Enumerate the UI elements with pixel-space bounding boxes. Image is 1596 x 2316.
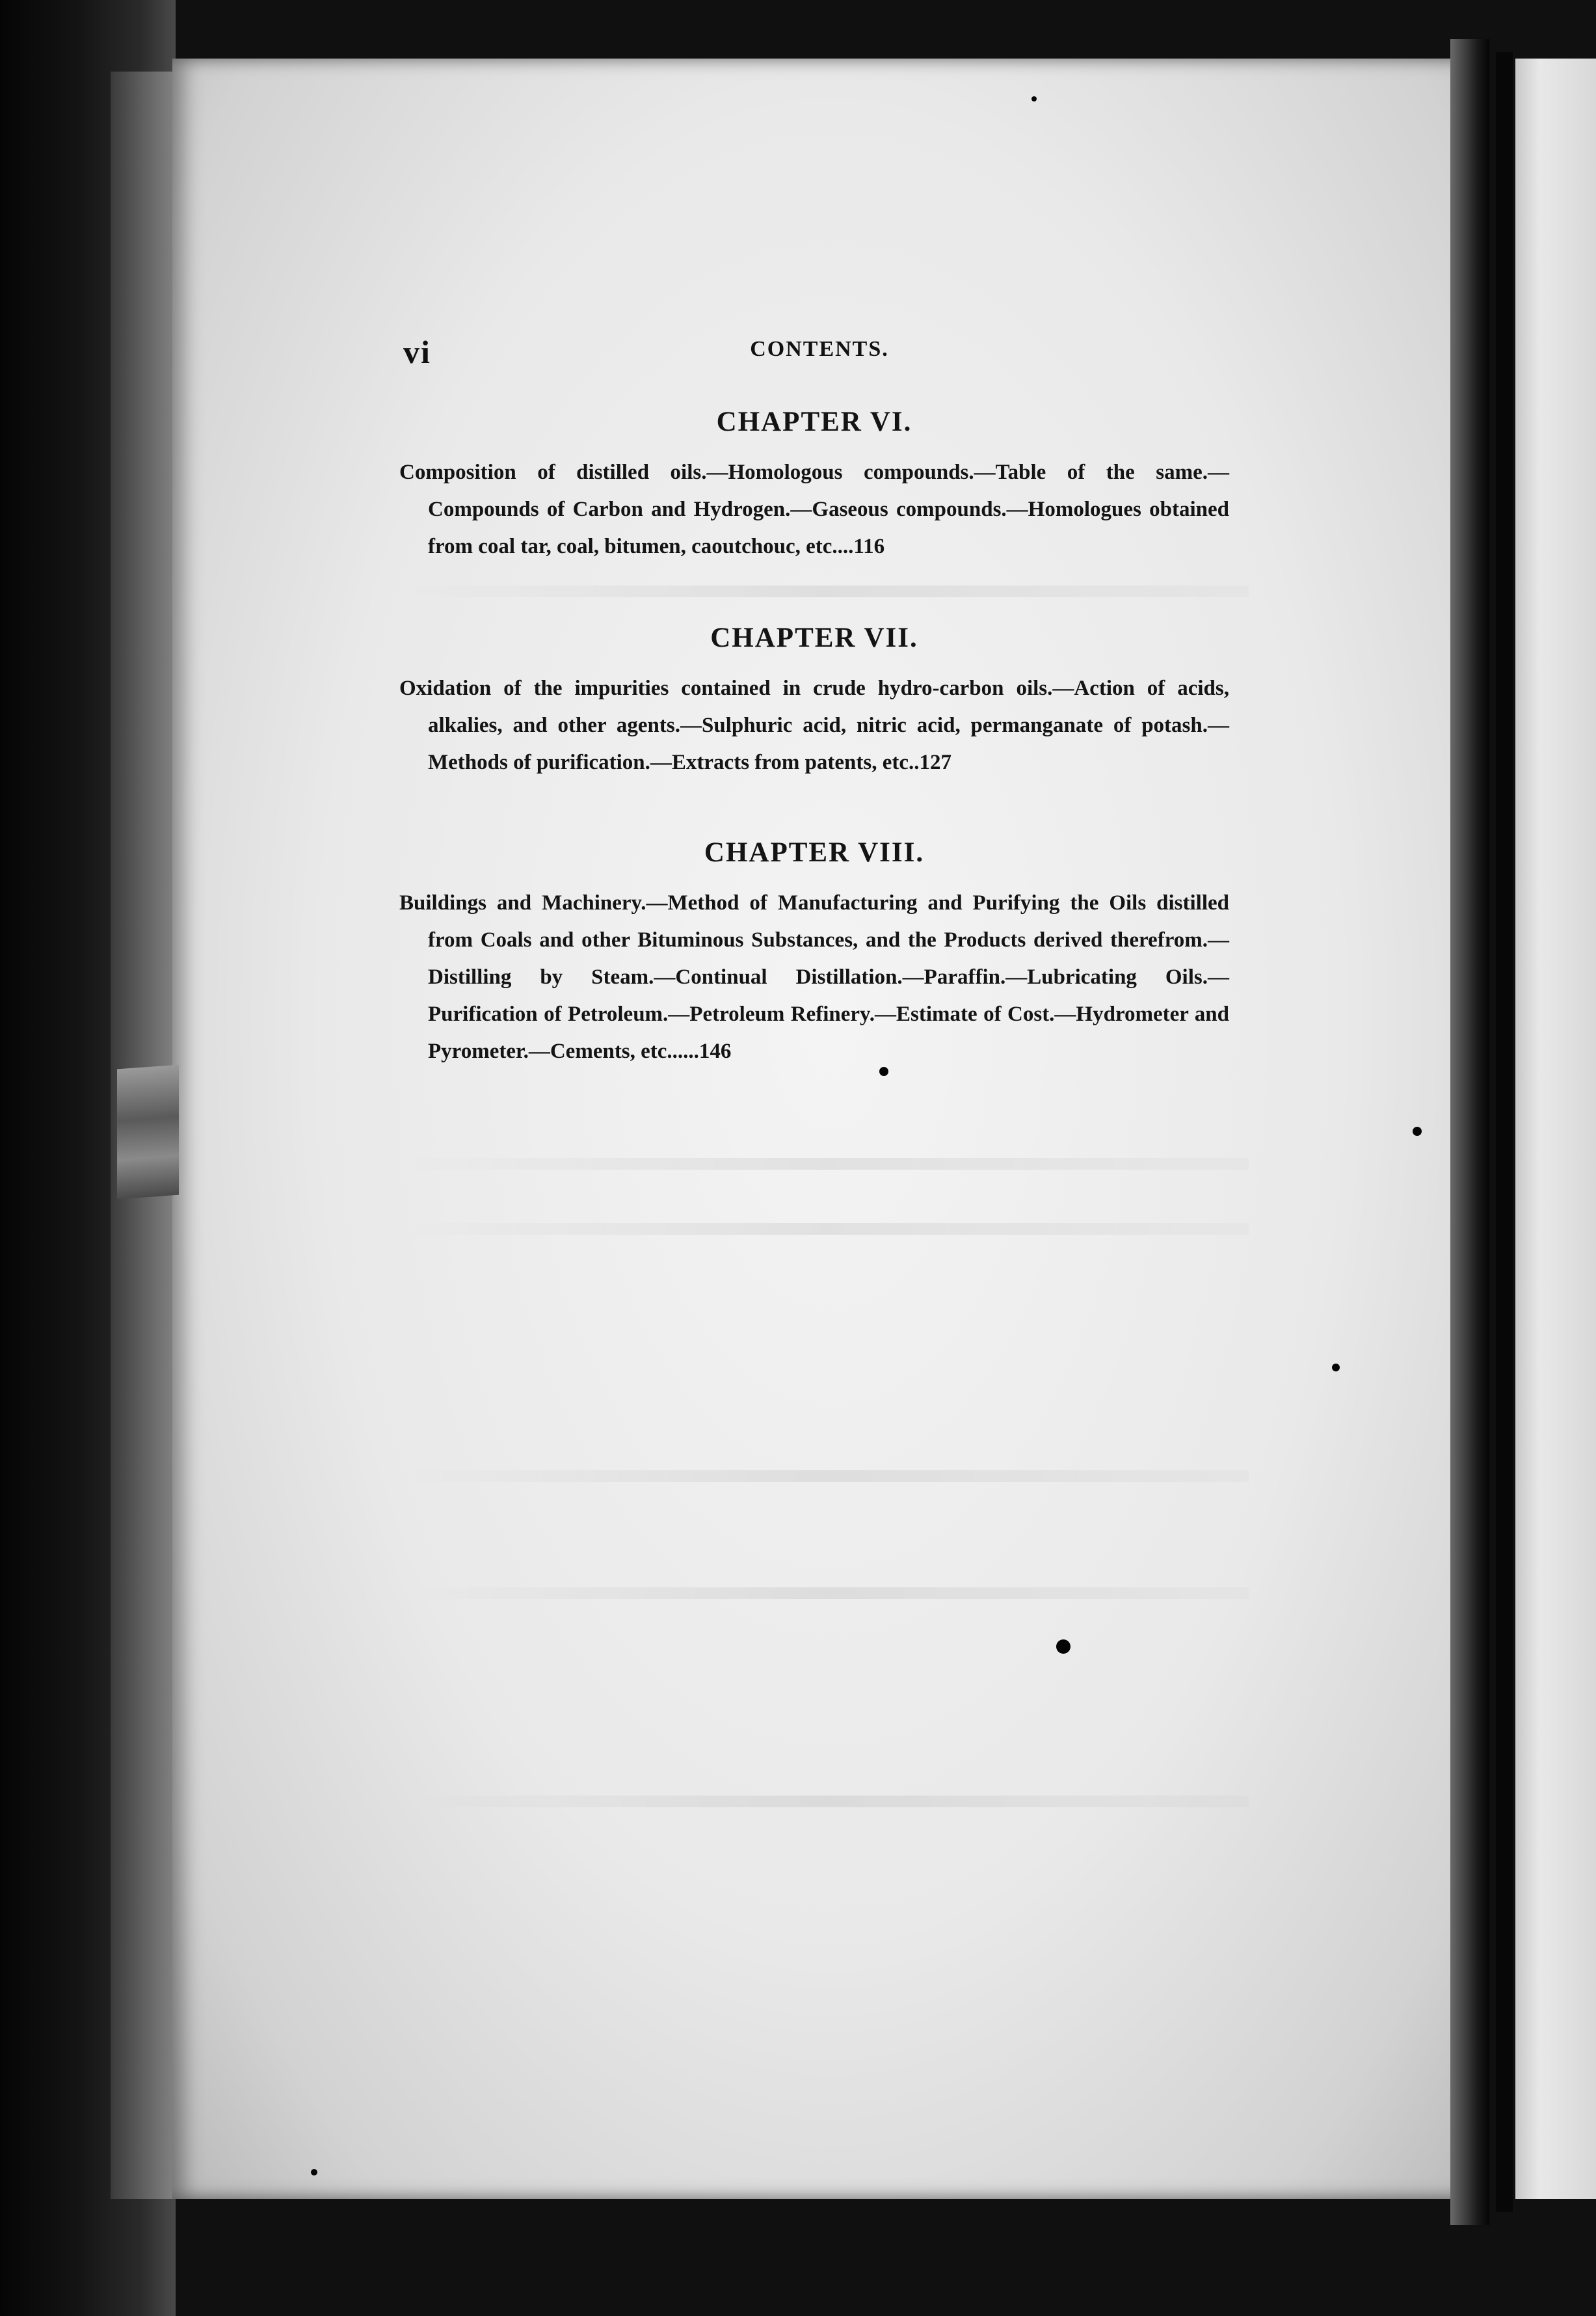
chapter-summary: Composition of distilled oils.—Homologous compounds.—Table of the same.—Compounds of Carbon and Hydrogen.—Gaseous compounds.—Homologues obtained from coal tar, coal, bitumen, caoutchouc, etc....116 [399,461,1229,558]
chapter-title: CHAPTER VII. [710,623,918,653]
bleed-through-line [403,1223,1249,1235]
bleed-through-line [403,1158,1249,1170]
book-spine-shadow [1496,52,1513,2212]
bleed-through-line [403,1796,1249,1807]
bleed-through-line [403,1470,1249,1482]
chapter-title: CHAPTER VIII. [704,837,925,868]
ink-speck [1031,96,1037,101]
running-header [403,333,1236,372]
ink-speck [1413,1127,1422,1136]
page-gutter-shadow [1450,39,1489,2225]
bleed-through-line [403,586,1249,597]
chapter-title: CHAPTER VI. [716,407,912,437]
ink-speck [311,2169,317,2175]
book-page [172,59,1489,2199]
chapter-entry [399,622,1229,781]
ink-speck [879,1067,888,1076]
ink-speck [1056,1639,1071,1654]
torn-page-tab [117,1065,179,1200]
chapter-summary: Oxidation of the impurities contained in crude hydro-carbon oils.—Action of acids, alkalies, and other agents.—Sulphuric acid, nitric acid, permanganate of potash.—Methods of purification.—Extracts from patents, etc..127 [399,677,1229,774]
chapter-entry [399,837,1229,1070]
adjacent-page-edge [1515,59,1596,2199]
ink-speck [1332,1364,1340,1371]
bleed-through-line [403,1587,1249,1599]
chapter-entry [399,406,1229,565]
chapter-summary: Buildings and Machinery.—Method of Manufacturing and Purifying the Oils distilled from Coals and other Bituminous Substances, and the Products derived therefrom.—Distilling by Steam.—Continual Distillation.—Paraffin.—Lubricating Oils.—Purification of Petroleum.—Petroleum Refinery.—Estimate of Cost.—Hydrometer and Pyrometer.—Cements, etc......146 [399,891,1229,1063]
page-number: vi [403,334,431,370]
running-title: CONTENTS. [750,337,889,361]
